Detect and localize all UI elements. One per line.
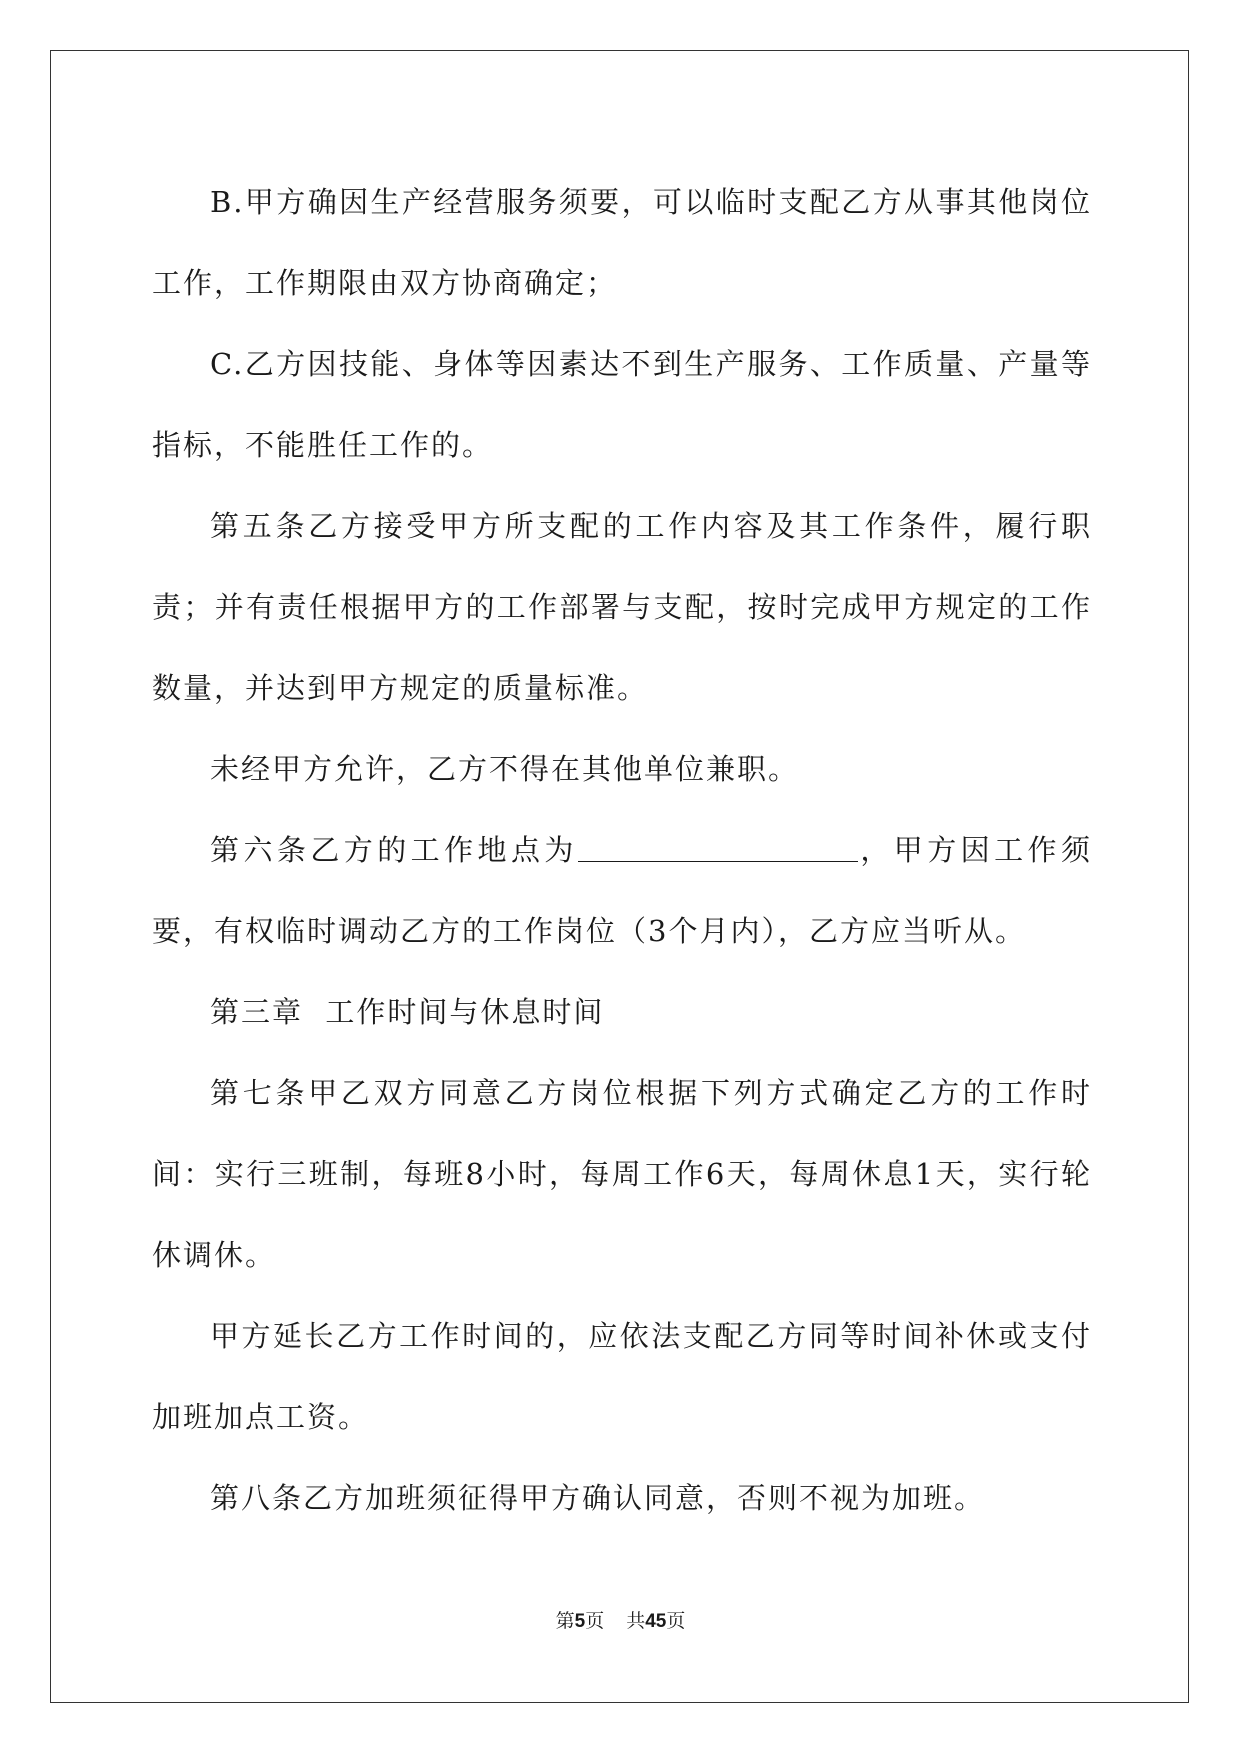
total-suffix: 页 xyxy=(666,1610,686,1632)
current-page-number: 5 xyxy=(574,1611,586,1632)
paragraph-article-7: 第七条甲乙双方同意乙方岗位根据下列方式确定乙方的工作时间：实行三班制，每班8小时，每周工作6天，每周休息1天，实行轮休调休。 xyxy=(152,1076,1092,1272)
document-body xyxy=(152,162,1092,1539)
total-page-count: 45 xyxy=(645,1611,667,1632)
chapter-3-heading: 第三章 工作时间与休息时间 xyxy=(210,995,605,1029)
paragraph-item-b: B.甲方确因生产经营服务须要，可以临时支配乙方从事其他岗位工作，工作期限由双方协商确定； xyxy=(152,185,1092,300)
paragraph-item-c: C.乙方因技能、身体等因素达不到生产服务、工作质量、产量等指标，不能胜任工作的。 xyxy=(152,347,1092,462)
work-location-blank-field[interactable] xyxy=(578,835,858,862)
total-prefix: 共 xyxy=(626,1610,646,1632)
paragraph-article-5: 第五条乙方接受甲方所支配的工作内容及其工作条件，履行职责；并有责任根据甲方的工作部署与支配，按时完成甲方规定的工作数量，并达到甲方规定的质量标准。 xyxy=(152,509,1092,705)
paragraph-article-6 xyxy=(152,810,1092,972)
article-6-text-end: ，甲方因工作须要，有权临时调动乙方的工作岗位（3个月内），乙方应当听从。 xyxy=(152,833,1092,948)
paragraph-overtime-compensation: 甲方延长乙方工作时间的，应依法支配乙方同等时间补休或支付加班加点工资。 xyxy=(152,1319,1092,1434)
page-suffix: 页 xyxy=(585,1610,605,1632)
paragraph-article-8: 第八条乙方加班须征得甲方确认同意，否则不视为加班。 xyxy=(210,1481,986,1515)
paragraph-no-side-job: 未经甲方允许，乙方不得在其他单位兼职。 xyxy=(210,752,800,786)
page-prefix: 第 xyxy=(555,1610,575,1632)
page-footer xyxy=(0,1606,1241,1633)
article-6-text-start: 第六条乙方的工作地点为 xyxy=(210,833,578,867)
